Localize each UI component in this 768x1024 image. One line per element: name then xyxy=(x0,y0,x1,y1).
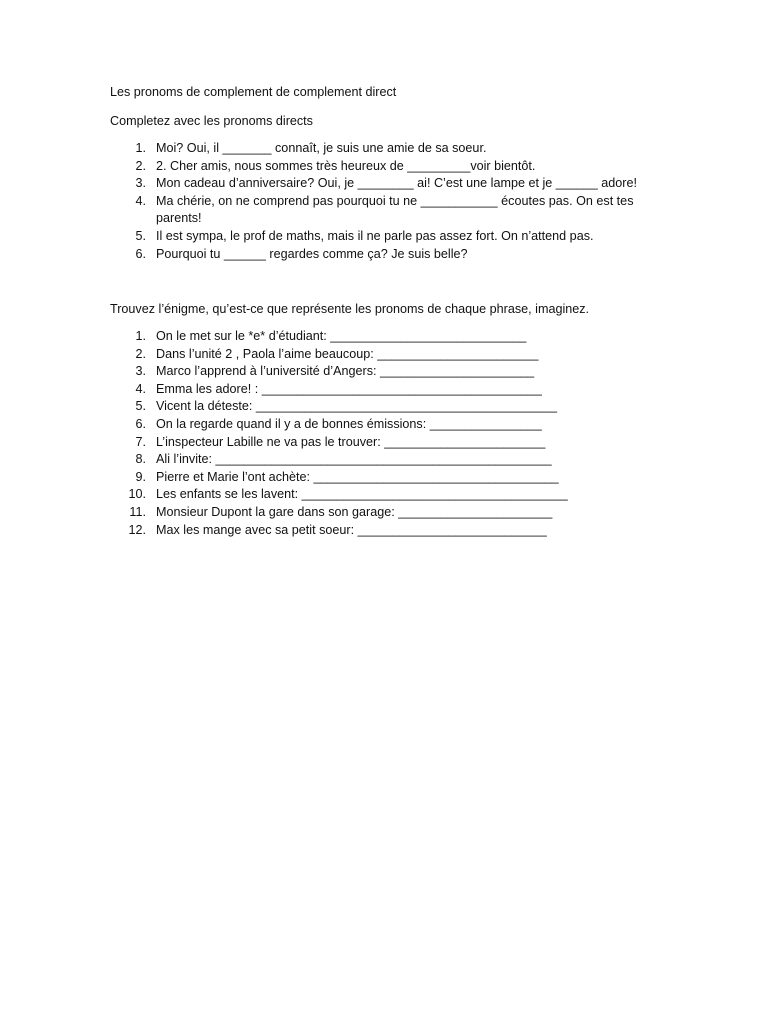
list-item xyxy=(110,363,650,381)
list-item xyxy=(110,158,650,176)
item-text: Max les mange avec sa petit soeur: ___________________________ xyxy=(156,522,547,537)
item-number: 1. xyxy=(135,329,146,343)
list-item xyxy=(110,140,650,158)
list-item xyxy=(110,228,650,246)
item-number: 6. xyxy=(135,416,146,431)
list-item xyxy=(110,328,650,346)
item-number: 11. xyxy=(129,504,146,519)
item-text: Monsieur Dupont la gare dans son garage: ______________________ xyxy=(156,504,553,519)
item-text: Vicent la déteste: ___________________________________________ xyxy=(156,399,558,414)
section1-instruction: Completez avec les pronoms directs xyxy=(110,114,313,128)
item-text: Emma les adore! : ________________________________________ xyxy=(156,381,542,396)
item-number: 5. xyxy=(135,399,146,414)
list-item xyxy=(110,504,650,522)
item-text: Marco l’apprend à l’université d’Angers: ______________________ xyxy=(156,364,535,379)
list-item xyxy=(110,381,650,399)
list-item xyxy=(110,193,650,228)
item-text: Pierre et Marie l’ont achète: ___________________________________ xyxy=(156,469,559,484)
list-item xyxy=(110,486,650,504)
section2-instruction: Trouvez l’énigme, qu’est-ce que représente les pronoms de chaque phrase, imaginez. xyxy=(110,302,590,316)
item-text: Ali l’invite: ________________________________________________ xyxy=(156,452,552,467)
item-number: 1. xyxy=(135,141,146,155)
item-text: L’inspecteur Labille ne va pas le trouver: _______________________ xyxy=(156,434,546,449)
item-number: 8. xyxy=(135,452,146,467)
item-text: 2. Cher amis, nous sommes très heureux de _________voir bientôt. xyxy=(156,158,536,173)
item-number: 2. xyxy=(135,346,146,361)
item-number: 10. xyxy=(128,487,146,502)
item-text: Pourquoi tu ______ regardes comme ça? Je suis belle? xyxy=(156,246,468,261)
item-number: 7. xyxy=(135,434,146,449)
item-number: 3. xyxy=(135,176,146,191)
list-item xyxy=(110,522,650,540)
list-item xyxy=(110,175,650,193)
item-text: Ma chérie, on ne comprend pas pourquoi tu ne ___________ écoutes pas. On est tes parents! xyxy=(156,193,634,226)
item-number: 3. xyxy=(135,364,146,379)
item-number: 6. xyxy=(135,246,146,261)
item-text: Les enfants se les lavent: ______________________________________ xyxy=(156,487,568,502)
list-item xyxy=(110,434,650,452)
section2-list xyxy=(110,328,650,539)
item-number: 2. xyxy=(135,158,146,173)
item-text: Dans l’unité 2 , Paola l’aime beaucoup: _______________________ xyxy=(156,346,539,361)
list-item xyxy=(110,246,650,264)
section1-list xyxy=(110,140,650,263)
item-number: 9. xyxy=(135,469,146,484)
list-item xyxy=(110,398,650,416)
item-text: On le met sur le *e* d’étudiant: ____________________________ xyxy=(156,329,527,343)
item-number: 12. xyxy=(128,522,146,537)
item-text: Mon cadeau d’anniversaire? Oui, je ________ ai! C’est une lampe et je ______ adore! xyxy=(156,176,637,191)
list-item xyxy=(110,451,650,469)
document-title: Les pronoms de complement de complement direct xyxy=(110,85,397,99)
item-text: Il est sympa, le prof de maths, mais il ne parle pas assez fort. On n’attend pas. xyxy=(156,228,594,243)
item-number: 5. xyxy=(135,228,146,243)
list-item xyxy=(110,416,650,434)
item-text: On la regarde quand il y a de bonnes émissions: ________________ xyxy=(156,416,542,431)
item-number: 4. xyxy=(135,381,146,396)
list-item xyxy=(110,346,650,364)
item-text: Moi? Oui, il _______ connaît, je suis une amie de sa soeur. xyxy=(156,141,487,155)
item-number: 4. xyxy=(135,193,146,208)
list-item xyxy=(110,469,650,487)
